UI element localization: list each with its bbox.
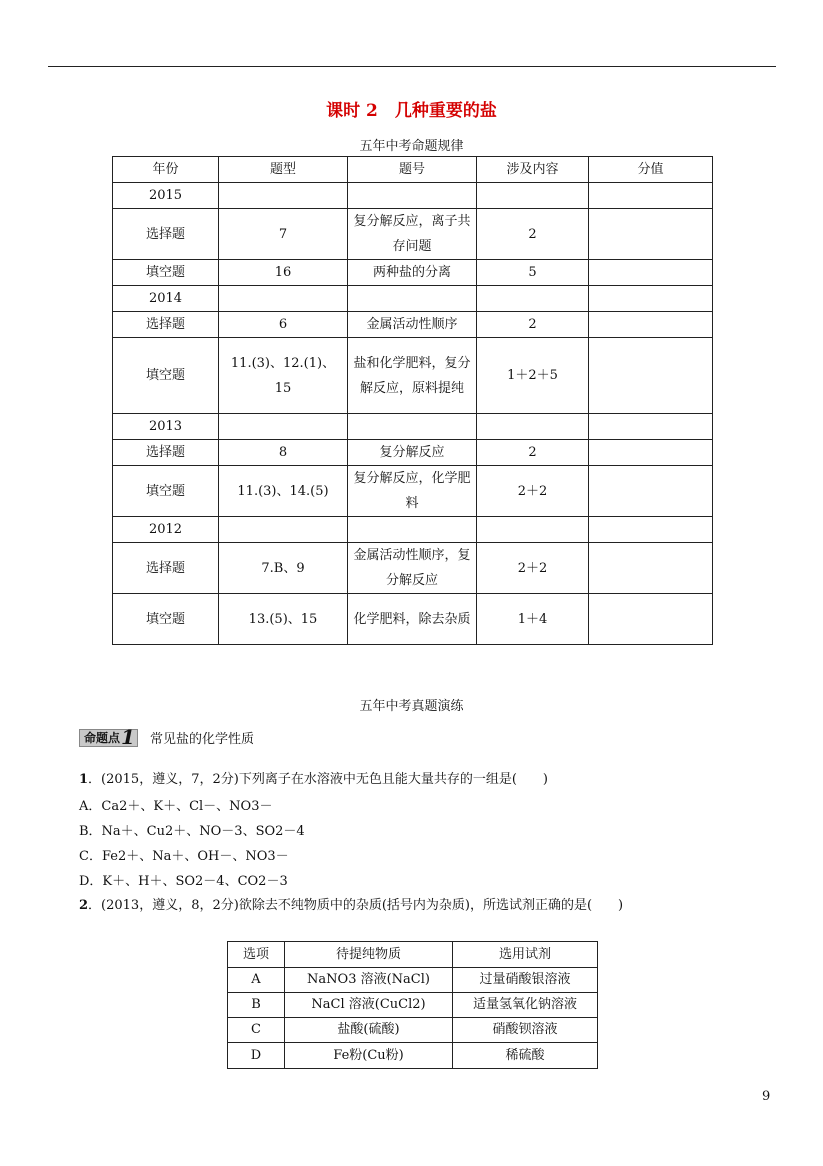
table-row bbox=[113, 594, 713, 645]
table-cell: 13.(5)、15 bbox=[219, 594, 348, 645]
table-cell: 复分解反应，化学肥料 bbox=[348, 466, 477, 517]
table-cell bbox=[348, 286, 477, 312]
table-cell: 5 bbox=[477, 260, 589, 286]
table-cell: 复分解反应 bbox=[348, 440, 477, 466]
option-c: C．Fe2＋、Na＋、OH－、NO3－ bbox=[79, 849, 289, 864]
table-row bbox=[113, 183, 713, 209]
table-cell bbox=[219, 183, 348, 209]
table-cell: 填空题 bbox=[113, 594, 219, 645]
table-cell bbox=[589, 414, 713, 440]
table-cell: 复分解反应，离子共存问题 bbox=[348, 209, 477, 260]
option-b: B．Na＋、Cu2＋、NO－3、SO2－4 bbox=[79, 824, 305, 839]
header-cell: 涉及内容 bbox=[477, 157, 589, 183]
table-row bbox=[228, 968, 598, 993]
table-cell: NaNO3 溶液(NaCl) bbox=[285, 968, 453, 993]
table-cell: 11.(3)、14.(5) bbox=[219, 466, 348, 517]
table-cell: NaCl 溶液(CuCl2) bbox=[285, 993, 453, 1018]
table-cell: 16 bbox=[219, 260, 348, 286]
table-cell: 选择题 bbox=[113, 543, 219, 594]
table-row bbox=[113, 543, 713, 594]
table-row bbox=[113, 286, 713, 312]
table-row bbox=[228, 1018, 598, 1043]
header-cell: 选项 bbox=[228, 942, 285, 968]
question-1 bbox=[79, 768, 548, 787]
question-text: ．(2015，遵义，7，2分)下列离子在水溶液中无色且能大量共存的一组是( ) bbox=[88, 772, 548, 787]
table-cell bbox=[589, 594, 713, 645]
table-cell bbox=[589, 517, 713, 543]
table-cell: 过量硝酸银溶液 bbox=[453, 968, 598, 993]
table-row bbox=[113, 260, 713, 286]
table-cell bbox=[589, 543, 713, 594]
table-cell bbox=[589, 209, 713, 260]
option-a: A．Ca2＋、K＋、Cl－、NO3－ bbox=[79, 799, 273, 814]
table-cell: 8 bbox=[219, 440, 348, 466]
table-cell: A bbox=[228, 968, 285, 993]
exam-pattern-table bbox=[112, 156, 713, 645]
table-cell bbox=[589, 312, 713, 338]
table-cell bbox=[589, 440, 713, 466]
section-badge-number: 1 bbox=[121, 724, 135, 749]
table-cell: 填空题 bbox=[113, 466, 219, 517]
table-cell: 2015 bbox=[113, 183, 219, 209]
table-cell: D bbox=[228, 1043, 285, 1069]
table-cell bbox=[219, 286, 348, 312]
table-header-row bbox=[113, 157, 713, 183]
table-cell: 11.(3)、12.(1)、15 bbox=[219, 338, 348, 414]
table-cell: 2 bbox=[477, 209, 589, 260]
table-cell bbox=[348, 517, 477, 543]
table-cell bbox=[477, 517, 589, 543]
table-cell bbox=[589, 338, 713, 414]
table-cell: 2＋2 bbox=[477, 466, 589, 517]
table-row bbox=[113, 414, 713, 440]
table-cell: 2＋2 bbox=[477, 543, 589, 594]
table-cell: 1＋2＋5 bbox=[477, 338, 589, 414]
table-cell: 选择题 bbox=[113, 312, 219, 338]
header-cell: 分值 bbox=[589, 157, 713, 183]
table-cell: 1＋4 bbox=[477, 594, 589, 645]
header-rule bbox=[48, 66, 776, 67]
section-title: 常见盐的化学性质 bbox=[149, 732, 254, 747]
table-cell: 7.B、9 bbox=[219, 543, 348, 594]
table-cell bbox=[589, 183, 713, 209]
table-cell: 化学肥料，除去杂质 bbox=[348, 594, 477, 645]
table-cell: 2013 bbox=[113, 414, 219, 440]
table-row bbox=[228, 1043, 598, 1069]
table-cell: Fe粉(Cu粉) bbox=[285, 1043, 453, 1069]
header-cell: 题型 bbox=[219, 157, 348, 183]
table-cell bbox=[219, 414, 348, 440]
table-cell: 两种盐的分离 bbox=[348, 260, 477, 286]
table-cell bbox=[348, 414, 477, 440]
table-cell bbox=[219, 517, 348, 543]
question-number: 2 bbox=[79, 898, 89, 913]
reagent-table bbox=[227, 941, 598, 1069]
table-cell: 7 bbox=[219, 209, 348, 260]
table-row bbox=[113, 209, 713, 260]
section-badge bbox=[79, 724, 138, 749]
table-row bbox=[113, 466, 713, 517]
practice-heading: 五年中考真题演练 bbox=[359, 699, 464, 714]
question-number: 1 bbox=[79, 772, 89, 787]
table-cell: 盐和化学肥料，复分解反应，原料提纯 bbox=[348, 338, 477, 414]
header-cell: 题号 bbox=[348, 157, 477, 183]
page-number: 9 bbox=[762, 1089, 771, 1104]
table-row bbox=[113, 517, 713, 543]
table-cell bbox=[477, 183, 589, 209]
table-row bbox=[113, 338, 713, 414]
table-cell: 适量氢氧化钠溶液 bbox=[453, 993, 598, 1018]
table-cell: 金属活动性顺序 bbox=[348, 312, 477, 338]
page-title: 课时 2 几种重要的盐 bbox=[326, 101, 497, 121]
table-cell bbox=[477, 286, 589, 312]
table-row bbox=[228, 993, 598, 1018]
table-cell: B bbox=[228, 993, 285, 1018]
table-cell: 2 bbox=[477, 312, 589, 338]
table-cell: 选择题 bbox=[113, 440, 219, 466]
question-text: ．(2013，遵义，8，2分)欲除去不纯物质中的杂质(括号内为杂质)，所选试剂正确的是( ) bbox=[88, 898, 624, 913]
table-cell: 选择题 bbox=[113, 209, 219, 260]
table-cell: 金属活动性顺序，复分解反应 bbox=[348, 543, 477, 594]
section-heading bbox=[79, 724, 254, 749]
table-cell bbox=[589, 260, 713, 286]
table-cell: 填空题 bbox=[113, 260, 219, 286]
table-cell: 2012 bbox=[113, 517, 219, 543]
table-cell: 6 bbox=[219, 312, 348, 338]
table1-caption: 五年中考命题规律 bbox=[359, 139, 464, 154]
table-cell bbox=[348, 183, 477, 209]
question-2 bbox=[79, 894, 623, 913]
header-cell: 选用试剂 bbox=[453, 942, 598, 968]
table-row bbox=[113, 312, 713, 338]
table-cell: C bbox=[228, 1018, 285, 1043]
header-cell: 待提纯物质 bbox=[285, 942, 453, 968]
table-cell: 2 bbox=[477, 440, 589, 466]
table-cell: 2014 bbox=[113, 286, 219, 312]
section-badge-text: 命题点 bbox=[84, 730, 121, 745]
table-cell bbox=[477, 414, 589, 440]
table-cell: 硝酸钡溶液 bbox=[453, 1018, 598, 1043]
table-cell: 稀硫酸 bbox=[453, 1043, 598, 1069]
table-cell: 填空题 bbox=[113, 338, 219, 414]
table-row bbox=[113, 440, 713, 466]
table-cell: 盐酸(硫酸) bbox=[285, 1018, 453, 1043]
header-cell: 年份 bbox=[113, 157, 219, 183]
table-cell bbox=[589, 466, 713, 517]
option-d: D．K＋、H＋、SO2－4、CO2－3 bbox=[79, 874, 288, 889]
table-cell bbox=[589, 286, 713, 312]
table-header-row bbox=[228, 942, 598, 968]
